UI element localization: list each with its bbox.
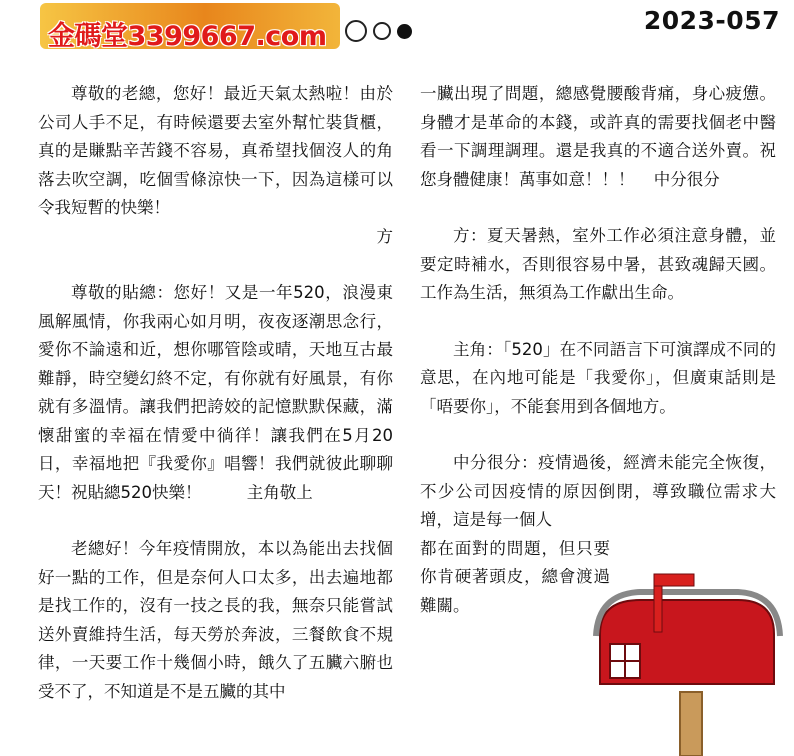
letter-text: 尊敬的貼總：您好！又是一年520，浪漫東風解風情，你我兩心如月明，夜夜逐潮思念行，愛你不論遠和近，想你哪管陰或晴，天地互古最難靜，時空變幻終不定，有你就有好風景，有你就有多溫情。讓我們把誇姣的記憶默默保藏，滿懷甜蜜的幸福在情愛中徜徉！讓我們在5月20日，幸福地把『我愛你』唱響！我們就彼此聊聊天！祝貼總520快樂！ <box>38 283 393 502</box>
letter-paragraph <box>420 80 776 194</box>
left-column <box>38 80 393 706</box>
reply-paragraph: 方：夏天暑熱，室外工作必須注意身體，並要定時補水，否則很容易中暑，甚致魂歸天國。工作為生活，無須為工作獻出生命。 <box>420 226 776 302</box>
letter-text: 尊敬的老總，您好！最近天氣太熱啦！由於公司人手不足，有時候還要去室外幫忙裝貨櫃，真的是賺點辛苦錢不容易，真希望找個沒人的角落去吹空調，吃個雪條涼快一下，因為這樣可以令我短暫的快樂！ <box>38 84 393 217</box>
letter-paragraph: 老總好！今年疫情開放，本以為能出去找個好一點的工作，但是奈何人口太多，出去遍地都是找工作的，沒有一技之長的我，無奈只能嘗試送外賣維持生活，每天勞於奔波，三餐飲食不規律，一天要工作十幾個小時，餓久了五臟六腑也受不了，不知道是不是五臟的其中 <box>38 539 393 701</box>
reply-paragraph: 主角：「520」在不同語言下可演譯成不同的意思，在內地可能是「我愛你」，但廣東話則是「唔要你」，不能套用到各個地方。 <box>420 339 776 416</box>
letter-paragraph <box>38 80 393 251</box>
mailbox-icon <box>588 572 788 756</box>
circle-icon <box>345 20 367 42</box>
issue-number: 2023-057 <box>643 6 780 35</box>
letter-signature: 中分很分 <box>653 169 720 189</box>
filled-circle-icon <box>397 24 412 39</box>
reply-paragraph: 都在面對的問題，但只要你肯硬著頭皮，總會渡過難關。 <box>420 538 610 615</box>
circle-icon <box>373 22 391 40</box>
right-column <box>420 80 776 620</box>
letter-paragraph <box>38 279 393 507</box>
letter-signature: 方 <box>376 226 393 246</box>
brand-banner-text: 金碼堂3399667.com <box>48 21 327 52</box>
letter-signature: 主角敬上 <box>246 482 313 502</box>
reply-paragraph: 中分很分：疫情過後，經濟未能完全恢復，不少公司因疫情的原因倒閉，導致職位需求大增，這是每一個人 <box>420 453 776 529</box>
decorative-dots <box>345 20 412 42</box>
letter-text: 一臟出現了問題，總感覺腰酸背痛，身心疲憊。身體才是革命的本錢，或許真的需要找個老中醫看一下調理調理。還是我真的不適合送外賣。祝您身體健康！萬事如意！！！ <box>420 84 776 189</box>
page-header <box>0 0 794 62</box>
